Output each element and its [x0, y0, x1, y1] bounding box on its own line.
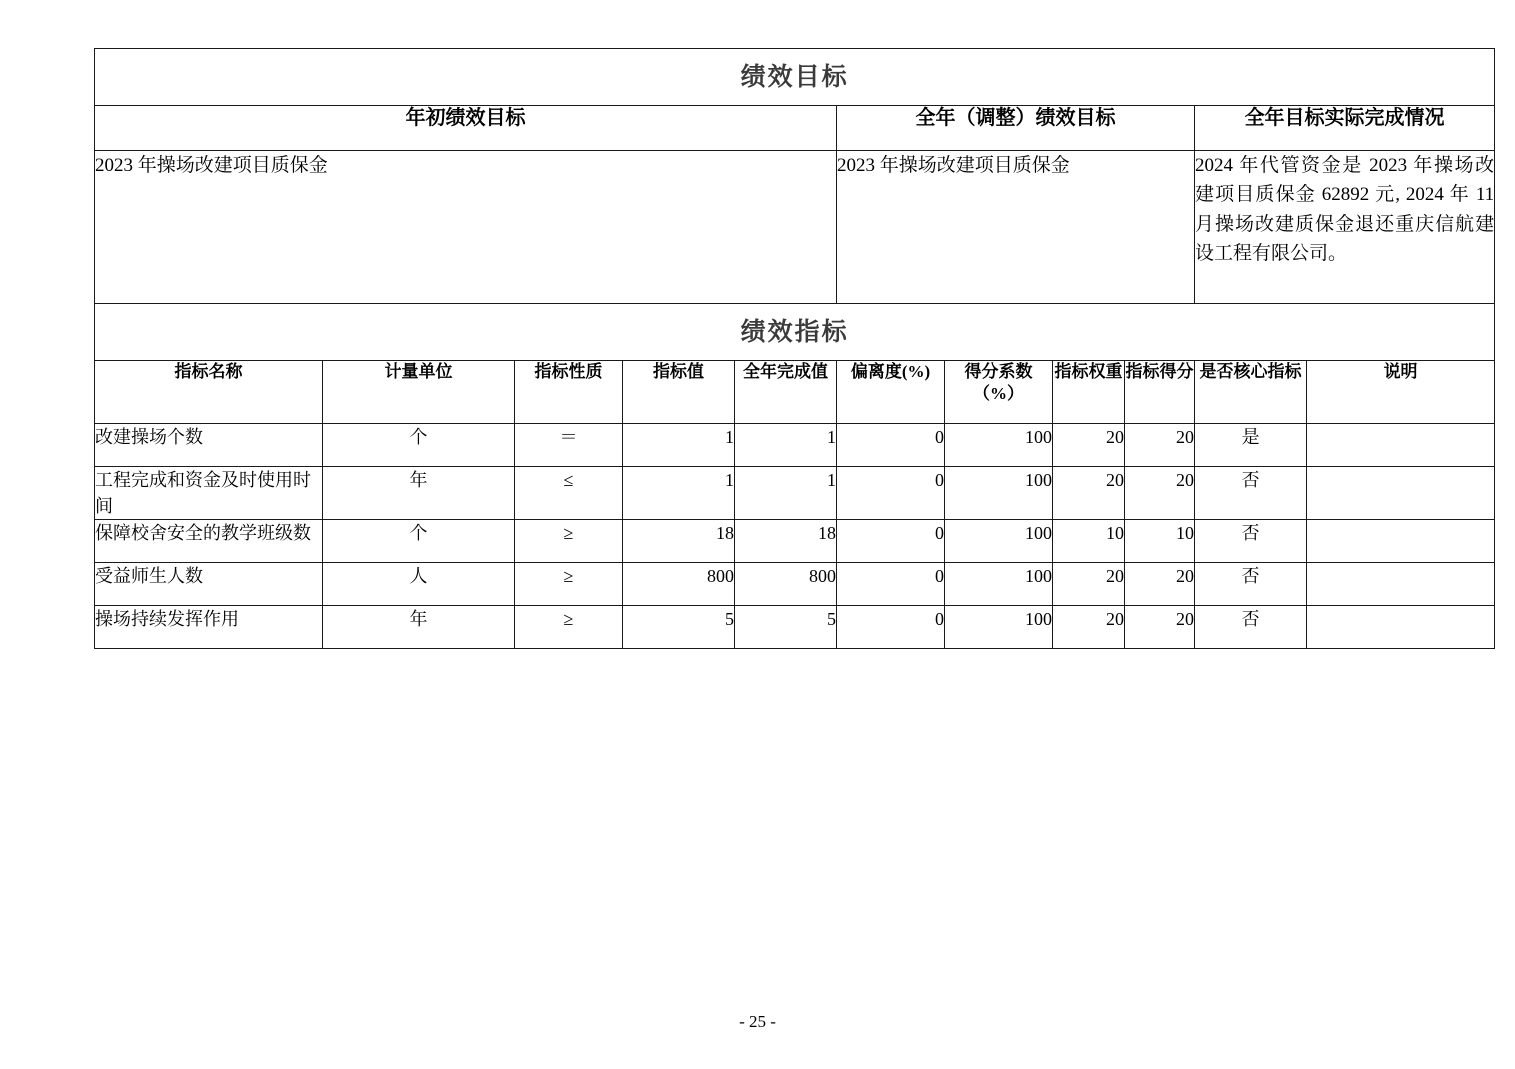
cell-nature: ≥ — [515, 520, 623, 563]
cell-name: 受益师生人数 — [95, 563, 323, 606]
cell-note — [1307, 424, 1495, 467]
cell-completed: 800 — [735, 563, 837, 606]
cell-deviation: 0 — [837, 424, 945, 467]
goal-header-adjusted: 全年（调整）绩效目标 — [837, 106, 1195, 151]
cell-note — [1307, 606, 1495, 649]
cell-target: 18 — [623, 520, 735, 563]
cell-deviation: 0 — [837, 467, 945, 520]
cell-unit: 个 — [323, 424, 515, 467]
goal-header-actual: 全年目标实际完成情况 — [1195, 106, 1495, 151]
cell-weight: 10 — [1053, 520, 1125, 563]
cell-note — [1307, 563, 1495, 606]
cell-name: 操场持续发挥作用 — [95, 606, 323, 649]
column-header-deviation: 偏离度(%) — [837, 361, 945, 424]
goal-band-row — [95, 49, 1495, 106]
cell-is-core: 否 — [1195, 563, 1307, 606]
cell-note — [1307, 520, 1495, 563]
goal-initial-text: 2023 年操场改建项目质保金 — [95, 151, 837, 304]
cell-name: 保障校舍安全的教学班级数 — [95, 520, 323, 563]
column-header-target: 指标值 — [623, 361, 735, 424]
cell-nature: ＝ — [515, 424, 623, 467]
column-header-completed: 全年完成值 — [735, 361, 837, 424]
cell-score-coefficient: 100 — [945, 520, 1053, 563]
cell-is-core: 是 — [1195, 424, 1307, 467]
goal-adjusted-text: 2023 年操场改建项目质保金 — [837, 151, 1195, 304]
cell-is-core: 否 — [1195, 606, 1307, 649]
cell-weight: 20 — [1053, 606, 1125, 649]
table-row — [95, 520, 1495, 563]
goal-actual-text: 2024 年代管资金是 2023 年操场改建项目质保金 62892 元, 2024 年 11 月操场改建质保金退还重庆信航建设工程有限公司。 — [1195, 151, 1495, 304]
cell-deviation: 0 — [837, 606, 945, 649]
table-row — [95, 467, 1495, 520]
cell-completed: 1 — [735, 424, 837, 467]
cell-target: 5 — [623, 606, 735, 649]
cell-unit: 人 — [323, 563, 515, 606]
cell-deviation: 0 — [837, 520, 945, 563]
table-row — [95, 563, 1495, 606]
cell-score-coefficient: 100 — [945, 606, 1053, 649]
cell-score-coefficient: 100 — [945, 467, 1053, 520]
cell-completed: 5 — [735, 606, 837, 649]
index-band-title: 绩效指标 — [95, 304, 1495, 361]
cell-score: 10 — [1125, 520, 1195, 563]
goal-band-title: 绩效目标 — [95, 49, 1495, 106]
cell-nature: ≥ — [515, 563, 623, 606]
cell-nature: ≤ — [515, 467, 623, 520]
column-header-unit: 计量单位 — [323, 361, 515, 424]
column-header-is-core: 是否核心指标 — [1195, 361, 1307, 424]
page-number: - 25 - — [739, 1012, 776, 1031]
cell-weight: 20 — [1053, 424, 1125, 467]
index-band-row — [95, 304, 1495, 361]
index-header-row — [95, 361, 1495, 424]
cell-score-coefficient: 100 — [945, 563, 1053, 606]
cell-completed: 1 — [735, 467, 837, 520]
cell-weight: 20 — [1053, 467, 1125, 520]
column-header-score-coefficient: 得分系数（%） — [945, 361, 1053, 424]
column-header-score: 指标得分 — [1125, 361, 1195, 424]
cell-score: 20 — [1125, 424, 1195, 467]
cell-score: 20 — [1125, 606, 1195, 649]
column-header-nature: 指标性质 — [515, 361, 623, 424]
cell-score: 20 — [1125, 467, 1195, 520]
cell-unit: 个 — [323, 520, 515, 563]
cell-target: 800 — [623, 563, 735, 606]
cell-unit: 年 — [323, 467, 515, 520]
cell-target: 1 — [623, 467, 735, 520]
cell-note — [1307, 467, 1495, 520]
cell-unit: 年 — [323, 606, 515, 649]
cell-score-coefficient: 100 — [945, 424, 1053, 467]
column-header-name: 指标名称 — [95, 361, 323, 424]
cell-weight: 20 — [1053, 563, 1125, 606]
cell-is-core: 否 — [1195, 520, 1307, 563]
cell-deviation: 0 — [837, 563, 945, 606]
column-header-weight: 指标权重 — [1053, 361, 1125, 424]
cell-score: 20 — [1125, 563, 1195, 606]
cell-target: 1 — [623, 424, 735, 467]
cell-completed: 18 — [735, 520, 837, 563]
cell-nature: ≥ — [515, 606, 623, 649]
goal-header-initial: 年初绩效目标 — [95, 106, 837, 151]
table-row — [95, 424, 1495, 467]
cell-name: 改建操场个数 — [95, 424, 323, 467]
table-row — [95, 606, 1495, 649]
cell-name: 工程完成和资金及时使用时间 — [95, 467, 323, 520]
column-header-note: 说明 — [1307, 361, 1495, 424]
goal-content-row — [95, 151, 1495, 304]
performance-table — [94, 48, 1495, 649]
cell-is-core: 否 — [1195, 467, 1307, 520]
goal-header-row — [95, 106, 1495, 151]
